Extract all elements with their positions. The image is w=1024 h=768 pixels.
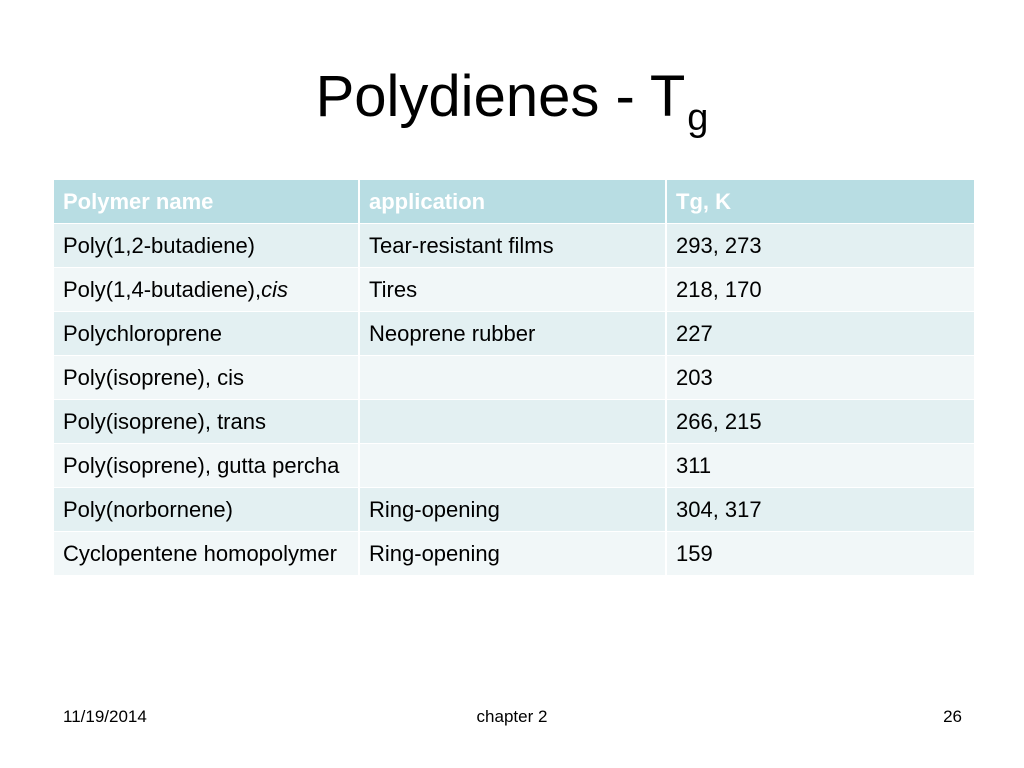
cell-tg: 203 — [666, 356, 974, 400]
header-application: application — [359, 180, 666, 224]
table-row — [53, 400, 974, 444]
slide-title-subscript: g — [687, 97, 709, 139]
polymer-name-italic: cis — [261, 277, 289, 302]
cell-application — [359, 400, 666, 444]
cell-application — [359, 444, 666, 488]
cell-polymer-name — [53, 312, 359, 356]
cell-application: Tires — [359, 268, 666, 312]
header-tg: Tg, K — [666, 180, 974, 224]
slide-title — [0, 62, 1024, 139]
footer-page-number: 26 — [943, 707, 962, 726]
polymer-table — [52, 179, 975, 576]
table-row — [53, 532, 974, 576]
polymer-name-text: Polychloroprene — [63, 321, 222, 346]
cell-polymer-name — [53, 400, 359, 444]
cell-tg: 159 — [666, 532, 974, 576]
cell-polymer-name — [53, 488, 359, 532]
polymer-name-text: Poly(isoprene), trans — [63, 409, 266, 434]
table-row — [53, 312, 974, 356]
cell-tg: 266, 215 — [666, 400, 974, 444]
cell-polymer-name — [53, 356, 359, 400]
table-row — [53, 224, 974, 268]
cell-tg: 227 — [666, 312, 974, 356]
table-row — [53, 268, 974, 312]
cell-application: Neoprene rubber — [359, 312, 666, 356]
polymer-name-text: Cyclopentene homopolymer — [63, 541, 337, 566]
cell-application — [359, 356, 666, 400]
slide-title-main: Polydienes - T — [315, 64, 686, 129]
cell-tg: 293, 273 — [666, 224, 974, 268]
polymer-name-text: Poly(1,4-butadiene), — [63, 277, 262, 302]
footer-chapter: chapter 2 — [476, 707, 548, 726]
cell-tg: 218, 170 — [666, 268, 974, 312]
table-row — [53, 444, 974, 488]
header-polymer-name: Polymer name — [53, 180, 359, 224]
cell-polymer-name — [53, 532, 359, 576]
cell-tg: 311 — [666, 444, 974, 488]
cell-application: Tear-resistant films — [359, 224, 666, 268]
table-row — [53, 356, 974, 400]
polymer-name-text: Poly(1,2-butadiene) — [63, 233, 256, 258]
cell-application: Ring-opening — [359, 488, 666, 532]
cell-application: Ring-opening — [359, 532, 666, 576]
cell-tg: 304, 317 — [666, 488, 974, 532]
cell-polymer-name — [53, 268, 359, 312]
table-row — [53, 488, 974, 532]
polymer-name-text: Poly(isoprene), cis — [63, 365, 244, 390]
table-header-row — [53, 180, 974, 224]
polymer-name-text: Poly(norbornene) — [63, 497, 233, 522]
polymer-name-text: Poly(isoprene), gutta percha — [63, 453, 340, 478]
cell-polymer-name — [53, 224, 359, 268]
footer-date: 11/19/2014 — [63, 707, 147, 726]
cell-polymer-name — [53, 444, 359, 488]
